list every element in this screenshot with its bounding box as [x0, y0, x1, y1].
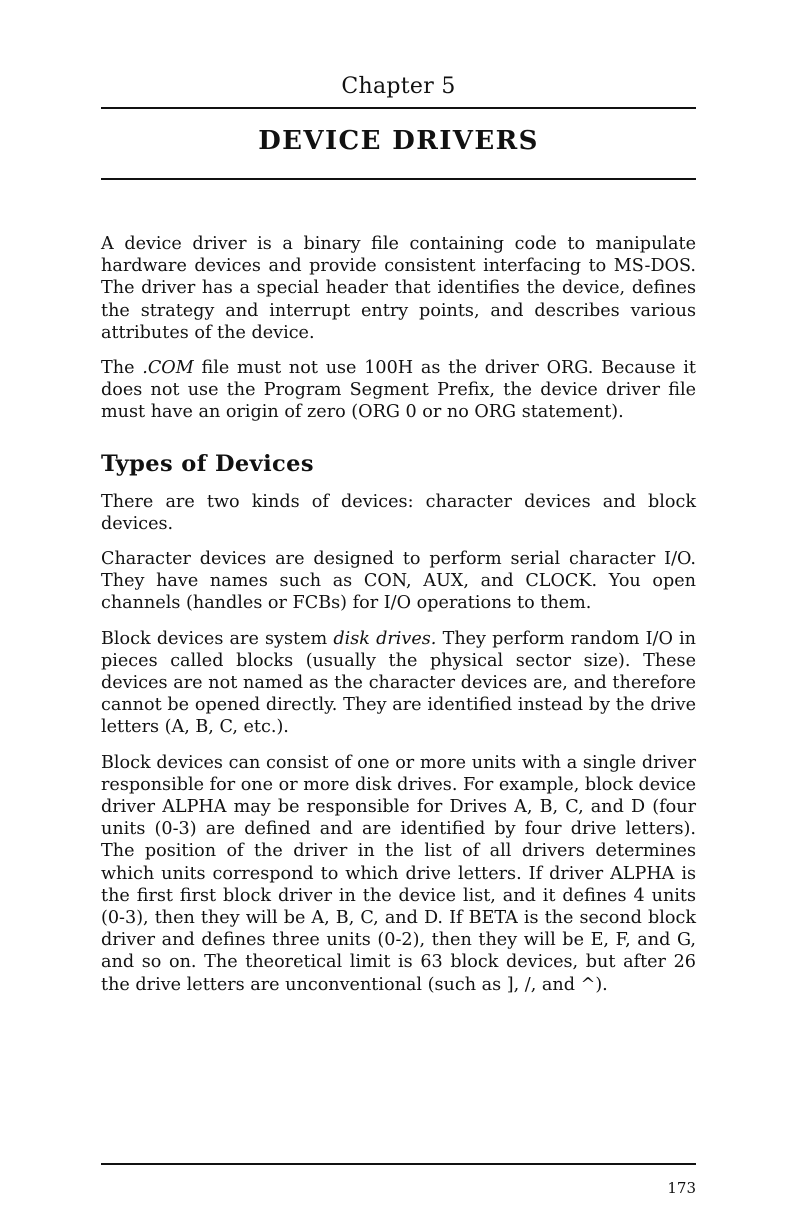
body-text: [101, 233, 696, 1009]
chapter-title: DEVICE DRIVERS: [258, 126, 539, 156]
paragraph-two-kinds: There are two kinds of devices: character devices and block devices.: [101, 491, 696, 534]
chapter-label: Chapter 5: [341, 74, 456, 99]
paragraph-block-devices: [101, 628, 696, 739]
page-number: 173: [667, 1179, 696, 1197]
paragraph-intro: A device driver is a binary file containing code to manipulate hardware devices and provide consistent interfacing to MS-DOS. The driver has a special header that identifies the device, defines the strategy and interrupt entry points, and describes various attributes of the device.: [101, 234, 696, 343]
footer-rule: [101, 1163, 696, 1165]
paragraph-block-devices-emphasis: disk drives.: [333, 628, 437, 649]
section-heading-types-of-devices: Types of Devices: [101, 450, 314, 477]
paragraph-block-devices-after: They perform random I/O in pieces called blocks (usually the physical sector size). These devices are not named as the character devices are, and therefore cannot be opened directly. They are identified instead by the drive letters (A, B, C, etc.).: [101, 628, 696, 738]
paragraph-com-file: [101, 357, 696, 424]
paragraph-com-file-emphasis: .COM: [142, 358, 194, 379]
paragraph-com-file-after: file must not use 100H as the driver ORG. Because it does not use the Program Segment Prefix, the device driver file must have an origin of zero (ORG 0 or no ORG statement).: [101, 358, 696, 423]
paragraph-block-devices-before: Block devices are system: [101, 628, 334, 649]
paragraph-character-devices: Character devices are designed to perform serial character I/O. They have names such as CON, AUX, and CLOCK. You open channels (handles or FCBs) for I/O operations to them.: [101, 549, 696, 614]
header-rule-bottom: [101, 178, 696, 180]
paragraph-block-units: Block devices can consist of one or more units with a single driver responsible for one or more disk drives. For example, block device driver ALPHA may be responsible for Drives A, B, C, and D (four units (0-3) are defined and are identified by four drive letters). The position of the driver in the list of all drivers determines which units correspond to which drive letters. If driver ALPHA is the first first block driver in the device list, and it defines 4 units (0-3), then they will be A, B, C, and D. If BETA is the second block driver and defines three units (0-2), then they will be E, F, and G, and so on. The theoretical limit is 63 block devices, but after 26 the drive letters are unconventional (such as ], /, and ^).: [101, 752, 696, 995]
paragraph-com-file-before: The: [101, 358, 143, 379]
header-rule-top: [101, 107, 696, 109]
